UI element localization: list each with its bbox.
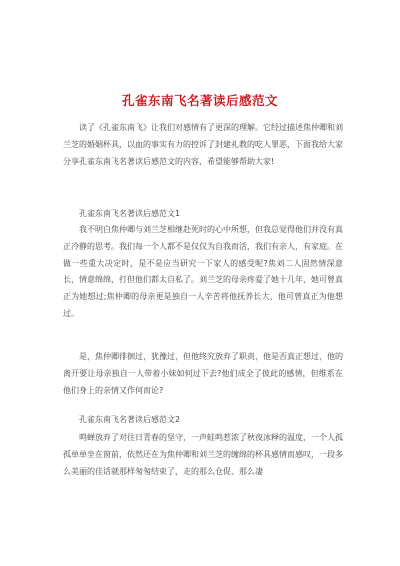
section-2-heading: 孔雀东南飞名著读后感范文2 [79,415,181,424]
section-1-paragraph-2 [63,349,343,399]
document-title: 孔雀东南飞名著读后感范文 [121,93,278,108]
intro-paragraph [63,120,343,170]
section-1-heading: 孔雀东南飞名著读后感范文1 [79,209,181,218]
section-1-paragraph-1 [63,222,343,323]
paragraph-text: 鸣蝉放弃了对往日青春的坚守，一声蛙鸣惹浓了秋夜冰释的温度，一个人孤孤单单坐在窗前，依然还在为焦仲卿和刘兰芝的缠绵的杯具感情而感叹，一段多么美丽的佳话就那样匆匆结束了，走的那么仓促、那么凄 [63,433,343,476]
section-2-paragraph-1 [63,430,343,480]
paragraph-text: 我不明白焦仲卿与刘兰芝相继赴死时的心中所想，但我总觉得他们并没有真正冷静的思考。我们每一个人都不是仅仅为自我而活，我们有亲人，有家庭。在做一些重大决定时，是不是应当研究一下家人的感受呢?焦刘二人固然情深意长，情意绵绵，打但他们都太自私了。刘兰芝的母亲疼爱了她十几年，她可曾真正为她想过;焦仲卿的母亲更是独自一人辛苦将他抚养长大，他可曾真正为他想过。 [63,225,343,318]
intro-text: 读了《孔雀东南飞》让我们对感情有了更深的理解。它经过描述焦仲卿和刘兰芝的婚姻杯具，以血的事实有力的控诉了封建礼教的吃人罪恶，下面我给大家分享孔雀东南飞名著读后感范文的内容，希望能够帮助大家! [63,123,343,166]
paragraph-text: 是，焦仲卿徘徊过，犹豫过，但他终究放弃了职责，他是否真正想过，他的离开要让母亲独自一人带着小妹如何过下去?他们成全了彼此的感情，但维系在他们身上的亲情又作何而论? [63,352,343,395]
